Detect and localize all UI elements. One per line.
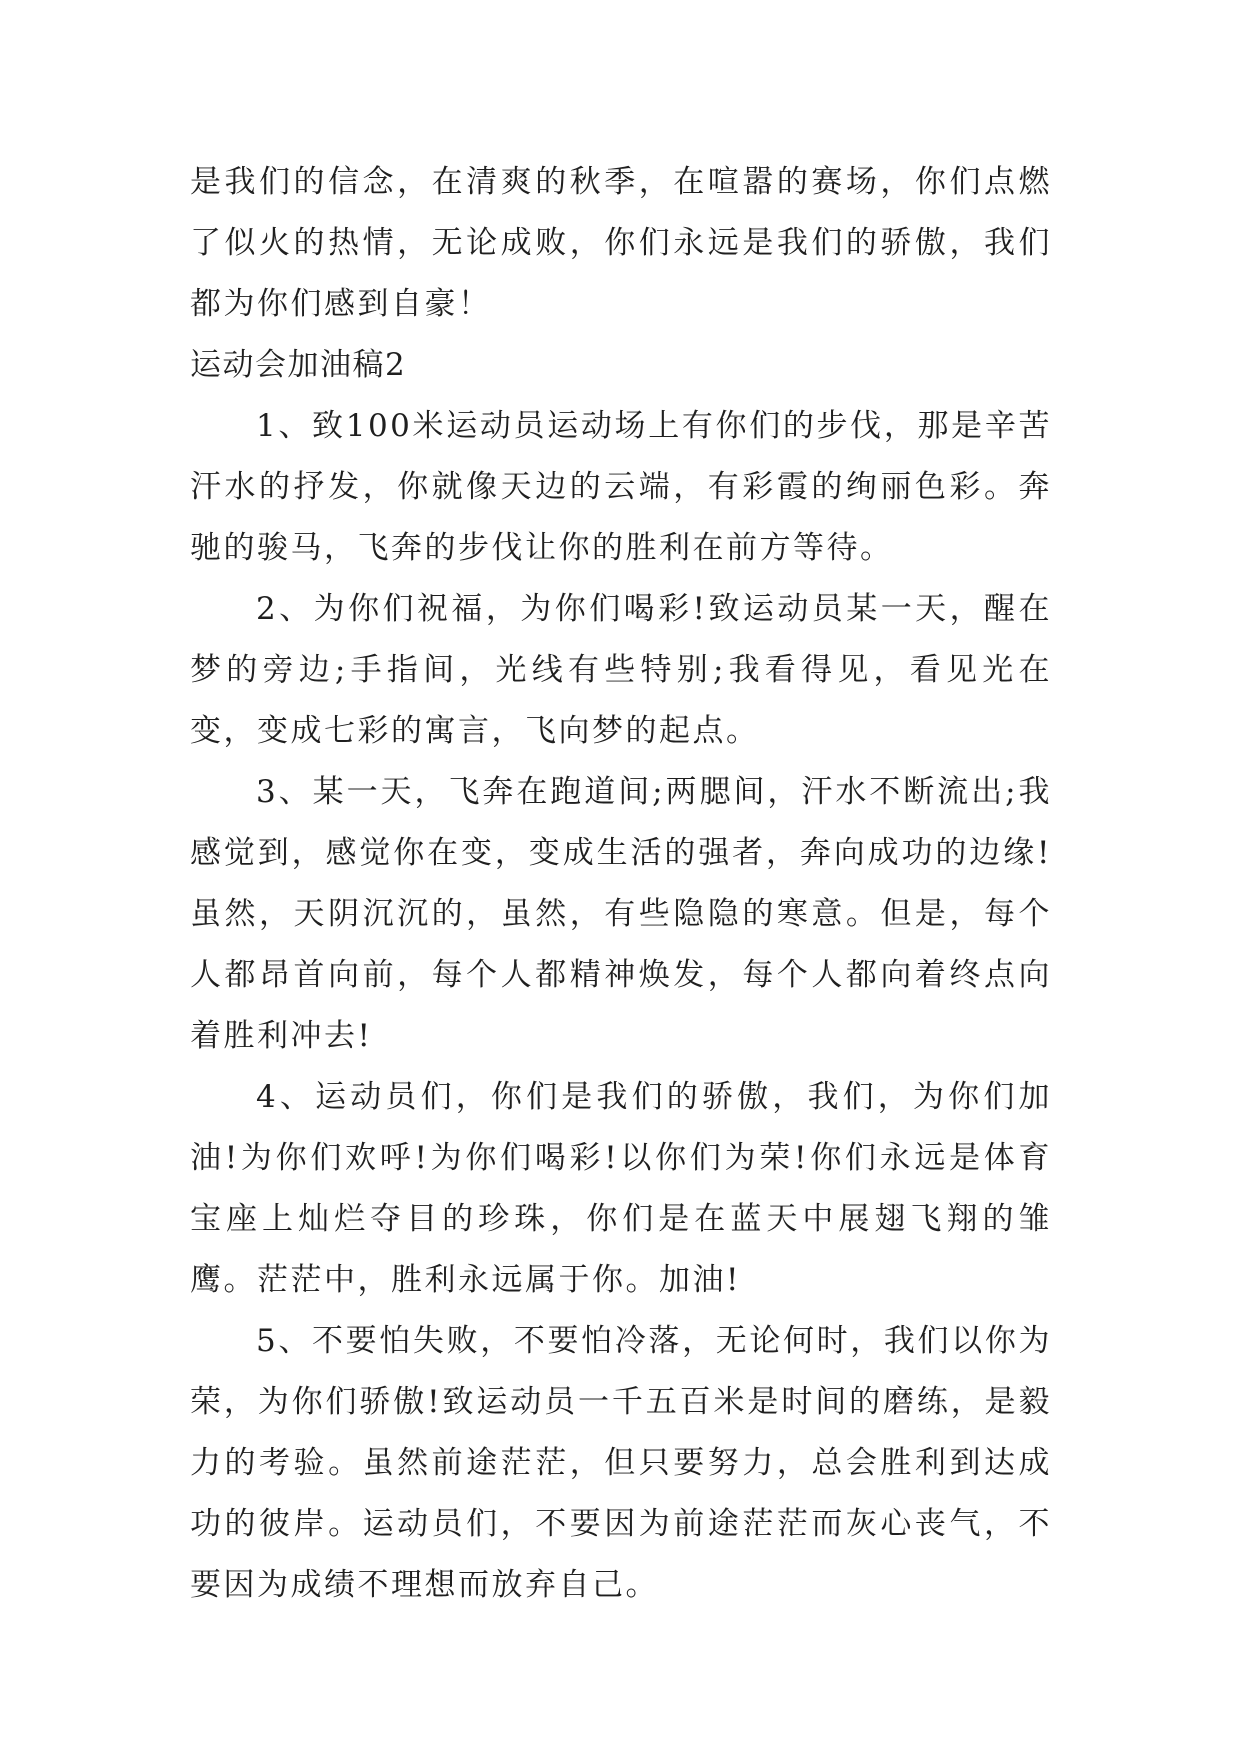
- paragraph-4: 4、运动员们，你们是我们的骄傲，我们，为你们加油!为你们欢呼!为你们喝彩!以你们为荣!你们永远是体育宝座上灿烂夺目的珍珠，你们是在蓝天中展翅飞翔的雏鹰。茫茫中，胜利永远属于你。加油!: [190, 1079, 1052, 1298]
- paragraph-1: 1、致100米运动员运动场上有你们的步伐，那是辛苦汗水的抒发，你就像天边的云端，有彩霞的绚丽色彩。奔驰的骏马，飞奔的步伐让你的胜利在前方等待。: [190, 408, 1052, 566]
- paragraph-5: 5、不要怕失败，不要怕冷落，无论何时，我们以你为荣，为你们骄傲!致运动员一千五百米是时间的磨练，是毅力的考验。虽然前途茫茫，但只要努力，总会胜利到达成功的彼岸。运动员们，不要因为前途茫茫而灰心丧气，不要因为成绩不理想而放弃自己。: [190, 1323, 1052, 1603]
- document-body: [190, 152, 1052, 1616]
- intro-paragraph: 是我们的信念，在清爽的秋季，在喧嚣的赛场，你们点燃了似火的热情，无论成败，你们永远是我们的骄傲，我们都为你们感到自豪！: [190, 164, 1052, 322]
- paragraph-2: 2、为你们祝福，为你们喝彩!致运动员某一天，醒在梦的旁边;手指间，光线有些特别;我看得见，看见光在变，变成七彩的寓言，飞向梦的起点。: [190, 591, 1052, 749]
- section-heading: 运动会加油稿2: [190, 347, 407, 383]
- paragraph-3: 3、某一天，飞奔在跑道间;两腮间，汗水不断流出;我感觉到，感觉你在变，变成生活的强者，奔向成功的边缘!虽然，天阴沉沉的，虽然，有些隐隐的寒意。但是，每个人都昂首向前，每个人都精神焕发，每个人都向着终点向着胜利冲去!: [190, 774, 1052, 1054]
